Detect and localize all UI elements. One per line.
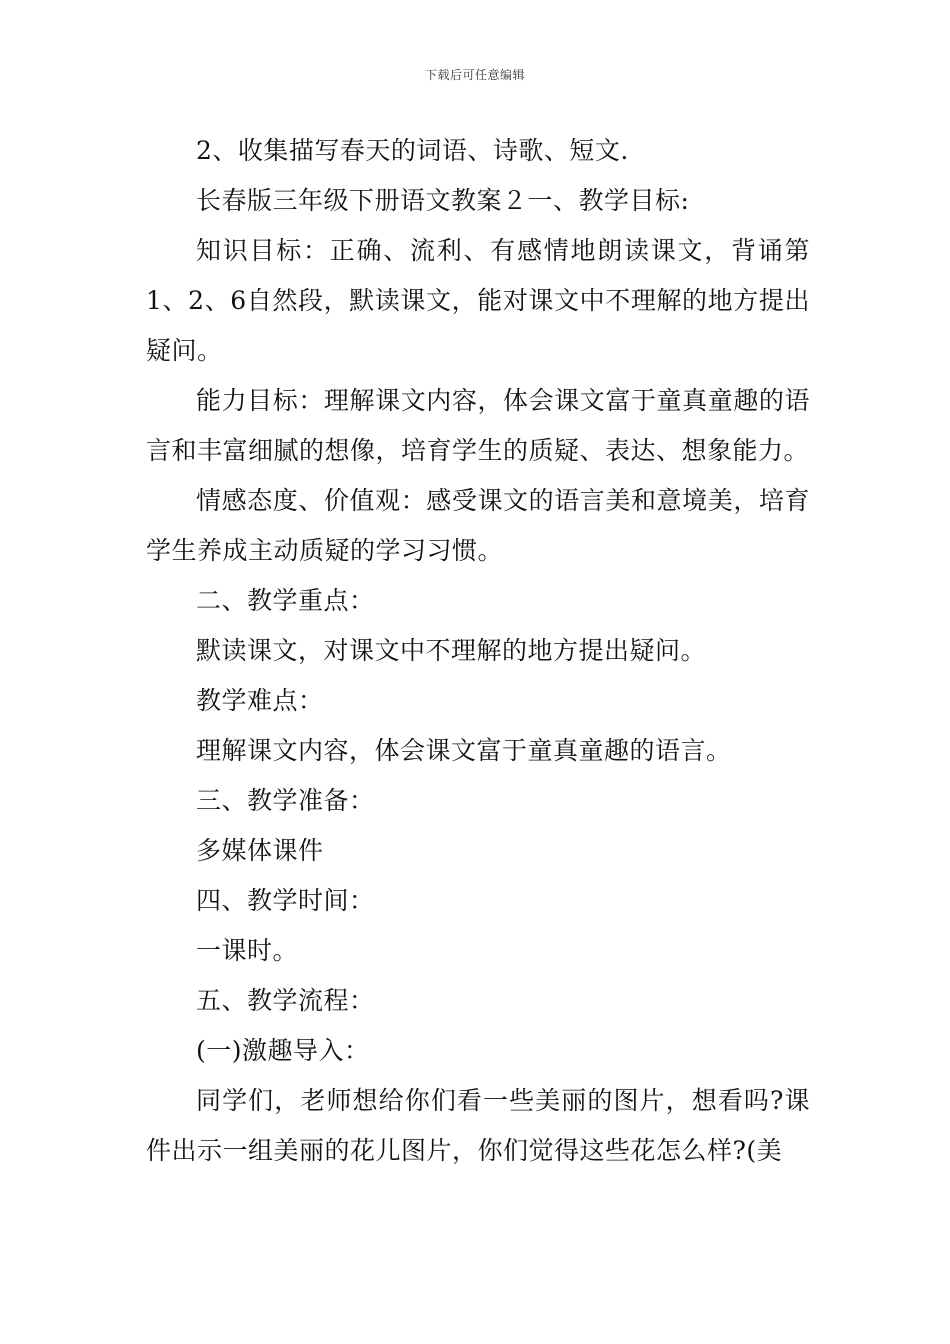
paragraph: 同学们，老师想给你们看一些美丽的图片，想看吗?课件出示一组美丽的花儿图片，你们觉得这些花怎么样?(美 — [146, 1086, 810, 1165]
paragraph: 知识目标：正确、流利、有感情地朗读课文，背诵第1、2、6自然段，默读课文，能对课文中不理解的地方提出疑问。 — [146, 236, 810, 365]
subsection-heading: (一)激趣导入： — [196, 1036, 370, 1065]
section-heading: 二、教学重点： — [196, 586, 375, 615]
document-body — [146, 126, 810, 1176]
paragraph: 能力目标：理解课文内容，体会课文富于童真童趣的语言和丰富细腻的想像，培育学生的质疑、表达、想象能力。 — [146, 386, 810, 465]
header-note: 下载后可任意编辑 — [424, 68, 525, 82]
paragraph: 2、收集描写春天的词语、诗歌、短文. — [196, 136, 629, 165]
paragraph: 长春版三年级下册语文教案２一、教学目标: — [196, 186, 690, 215]
paragraph: 多媒体课件 — [196, 836, 324, 865]
section-heading: 三、教学准备： — [196, 786, 375, 815]
paragraph: 一课时。 — [196, 936, 299, 965]
paragraph: 情感态度、价值观：感受课文的语言美和意境美，培育学生养成主动质疑的学习习惯。 — [146, 486, 810, 565]
paragraph: 默读课文，对课文中不理解的地方提出疑问。 — [196, 636, 707, 665]
section-heading: 五、教学流程： — [196, 986, 375, 1015]
section-heading: 教学难点： — [196, 686, 324, 715]
section-heading: 四、教学时间： — [196, 886, 375, 915]
paragraph: 理解课文内容，体会课文富于童真童趣的语言。 — [196, 736, 732, 765]
